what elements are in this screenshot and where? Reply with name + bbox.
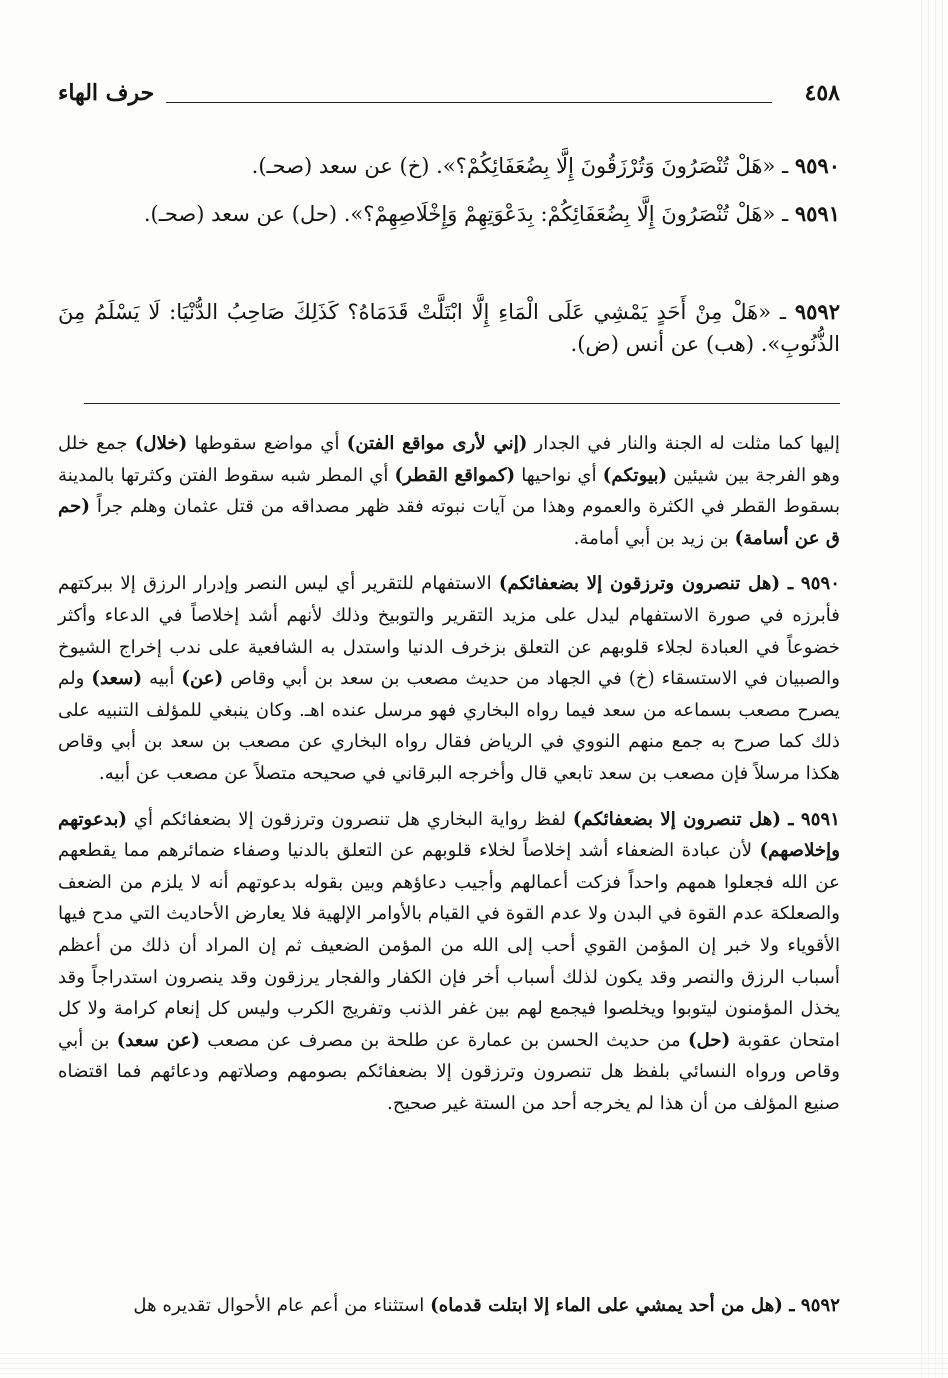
hadith-number: ٩٥٩١ [794, 201, 840, 226]
commentary-9590: ٩٥٩٠ ـ (هل تنصرون وترزقون إلا بضعفائكم) الاستفهام للتقرير أي ليس النصر وإدرار الرزق إلا ببركتهم فأبرزه في صورة الاستفهام ليدل على مزيد التقرير والتوبيخ وذلك لأنهم أشد إخلاصاً في الدعاء وأكثر خضوعاً في العبادة لجلاء قلوبهم عن التعلق بزخرف الدنيا واستدل به الشافعية على ندب إخراج الشيوخ والصبيان في الاستسقاء (خ) في الجهاد من حديث مصعب بن سعد بن أبي وقاص (عن) أبيه (سعد) ولم يصرح مصعب بسماعه من سعد فيما رواه البخاري فهو مرسل عنده اهـ. وكان ينبغي للمؤلف التنبيه على ذلك كما صرح به جمع منهم النووي في الرياض فقال رواه البخاري عن مصعب بن سعد بن أبي وقاص هكذا مرسلاً فإن مصعب بن سعد تابعي قال وأخرجه البرقاني في صحيحه متصلاً عن مصعب عن أبيه. [58, 573, 840, 784]
hadith-9592: ٩٥٩٢ ـ «هَلْ مِنْ أَحَدٍ يَمْشِي عَلَى الْمَاءِ إِلَّا ابْتَلَّتْ قَدَمَاهُ؟ كَذَلِكَ صَاحِبُ الدُّنْيَا: لَا يَسْلَمُ مِنَ الذُّنُوبِ». (هب) عن أنس (ض). [58, 299, 840, 356]
page-number: ٤٥٨ [804, 80, 840, 106]
hadith-9590: ٩٥٩٠ ـ «هَلْ تُنْصَرُونَ وَتُرْزَقُونَ إِلَّا بِضُعَفَائِكُمْ؟». (خ) عن سعد (صحـ). [251, 153, 840, 178]
commentary-intro: إليها كما مثلت له الجنة والنار في الجدار (إني لأرى مواقع الفتن) أي مواضع سقوطها (خلال) جمع خلل وهو الفرجة بين شيئين (بيوتكم) أي نواحيها (كمواقع القطر) أي المطر شبه سقوط الفتن وكثرتها بالمدينة بسقوط القطر في الكثرة والعموم وهذا من آيات نبوته فقد ظهر مصداقه من قتل عثمان وهلم جراً (حم ق عن أسامة) بن زيد بن أبي أمامة. [58, 433, 840, 549]
commentary [58, 428, 840, 1133]
scan-edge-right [918, 0, 948, 1378]
scan-edge-bottom [0, 1352, 948, 1378]
page-header [58, 78, 840, 112]
hadith-text: «هَلْ مِنْ أَحَدٍ يَمْشِي عَلَى الْمَاءِ إِلَّا ابْتَلَّتْ قَدَمَاهُ؟ كَذَلِكَ صَاحِبُ الدُّنْيَا: لَا يَسْلَمُ مِنَ الذُّنُوبِ». (هب) عن أنس (ض). [58, 300, 840, 356]
hadith-number: ٩٥٩٠ [794, 153, 840, 178]
hadith-text: «هَلْ تُنْصَرُونَ إِلَّا بِضُعَفَائِكُمْ: بِدَعْوَتِهِمْ وَإِخْلَاصِهِمْ؟». (حل) عن سعد (صحـ). [143, 202, 776, 226]
commentary-9592: ٩٥٩٢ ـ (هل من أحد يمشي على الماء إلا ابتلت قدماه) استثناء من أعم عام الأحوال تقديره هل [133, 1295, 840, 1316]
hadith-number: ٩٥٩٢ [794, 299, 840, 324]
hadith-text: «هَلْ تُنْصَرُونَ وَتُرْزَقُونَ إِلَّا بِضُعَفَائِكُمْ؟». (خ) عن سعد (صحـ). [251, 154, 776, 178]
chapter-title: حرف الهاء [58, 80, 155, 106]
hadith-9591: ٩٥٩١ ـ «هَلْ تُنْصَرُونَ إِلَّا بِضُعَفَائِكُمْ: بِدَعْوَتِهِمْ وَإِخْلَاصِهِمْ؟». (حل) عن سعد (صحـ). [143, 201, 840, 226]
header-rule [166, 102, 772, 103]
commentary-9591: ٩٥٩١ ـ (هل تنصرون إلا بضعفائكم) لفظ رواية البخاري هل تنصرون وترزقون إلا بضعفائكم أي (بدعوتهم وإخلاصهم) لأن عبادة الضعفاء أشد إخلاصاً لخلاء قلوبهم عن التعلق بالدنيا وصفاء ضمائرهم مما يقطعهم عن الله فجعلوا همهم واحداً فزكت أعمالهم وأجيب دعاؤهم وبين بقوله بدعوتهم أنه لا يلزم من الضعف والصعلكة عدم القوة في البدن ولا عدم القوة في القيام بالأوامر الإلهية فلا يعارض الأحاديث التي مدح فيها الأقوياء ولا خبر إن المؤمن القوي أحب إلى الله من المؤمن الضعيف ثم إن المراد أن ذلك من أعظم أسباب الرزق والنصر وقد يكون لذلك أسباب أخر فإن الكفار والفجار يرزقون وقد ينصرون استدراجاً وقد يخذل المؤمنون ليتوبوا ويخلصوا فيجمع لهم بين غفر الذنب وتفريج الكرب وليس كل إنعام كرامة ولا كل امتحان عقوبة (حل) من حديث الحسن بن عمارة عن طلحة بن مصرف عن مصعب (عن سعد) بن أبي وقاص ورواه النسائي بلفظ هل تنصرون وترزقون إلا بضعفائكم بصومهم وصلاتهم ودعائهم فما اقتضاه صنيع المؤلف من أن هذا لم يخرجه أحد من الستة غير صحيح. [58, 808, 840, 1114]
footnote-separator [84, 403, 840, 404]
